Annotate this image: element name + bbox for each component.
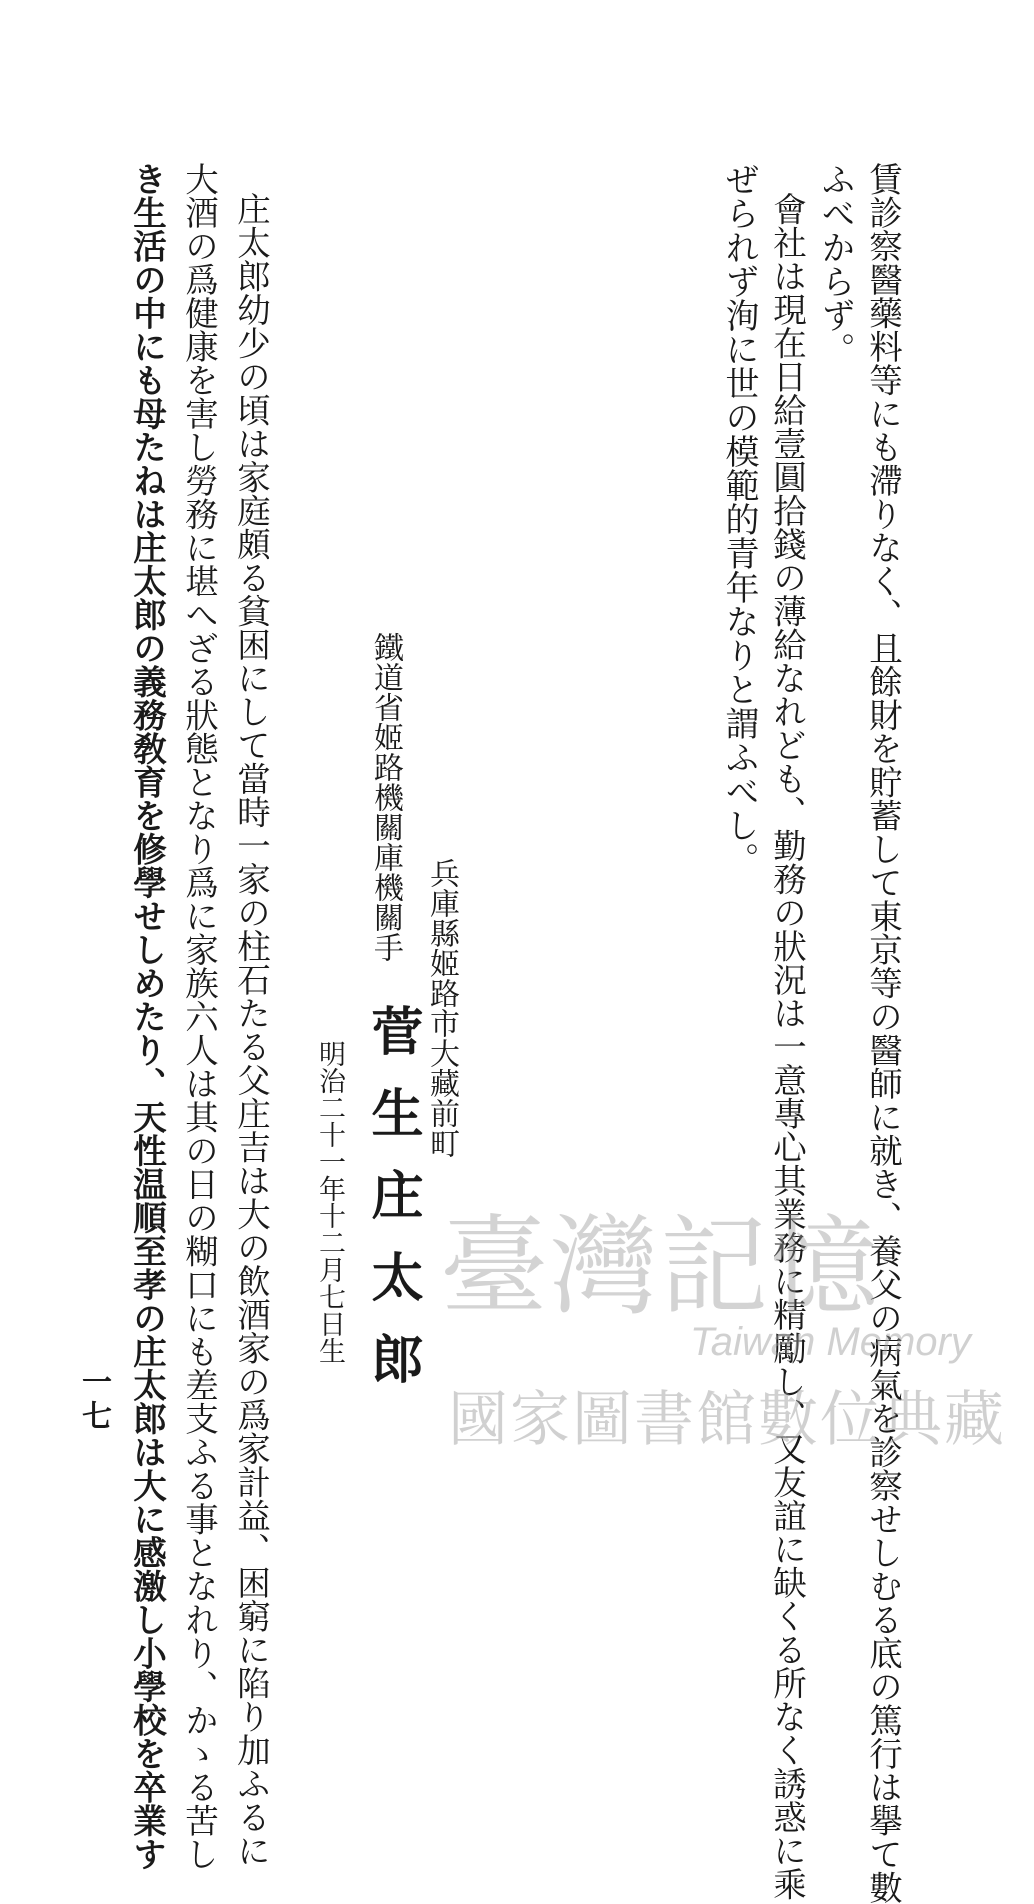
watermark-english: Taiwan Memory	[690, 1320, 971, 1364]
text-column-2: ふべからず。	[815, 162, 855, 366]
author-birthdate: 明治二十一年十二月七日生	[314, 1040, 345, 1364]
page-number: 一七	[76, 1366, 111, 1434]
text-column-9: 庄太郎幼少の頃は家庭頗る貧困にして當時一家の柱石たる父庄吉は大の飲酒家の爲家計益、困窮に陷り加ふるに	[231, 192, 271, 1867]
author-address: 兵庫縣姬路市大藏前町	[424, 858, 459, 1158]
author-occupation: 鐵道省姬路機關庫機關手	[368, 632, 403, 962]
watermark-subtitle: 國家圖書館數位典藏	[448, 1385, 1006, 1455]
watermark-title: 臺灣記憶	[440, 1205, 881, 1330]
text-column-10: 大酒の爲健康を害し勞務に堪へざる狀態となり爲に家族六人は其の日の糊口にも差支ふる事となれり、かゝる苦し	[179, 162, 219, 1871]
text-column-4: ぜられず洵に世の模範的青年なりと謂ふべし。	[719, 162, 759, 876]
text-column-1: 賃診察醫藥料等にも滯りなく、且餘財を貯蓄して東京等の醫師に就き、養父の病氣を診察せしむる底の篤行は擧て數	[863, 162, 903, 1904]
text-column-3: 會社は現在日給壹圓拾錢の薄給なれども、勤務の狀況は一意專心其業務に精勵し、又友誼に缺くる所なく誘惑に乘	[767, 192, 807, 1901]
text-column-11: き生活の中にも母たねは庄太郎の義務敎育を修學せしめたり、天性温順至孝の庄太郎は大に感激し小學校を卒業す	[127, 162, 167, 1871]
author-name: 菅生庄太郎	[362, 1004, 423, 1414]
